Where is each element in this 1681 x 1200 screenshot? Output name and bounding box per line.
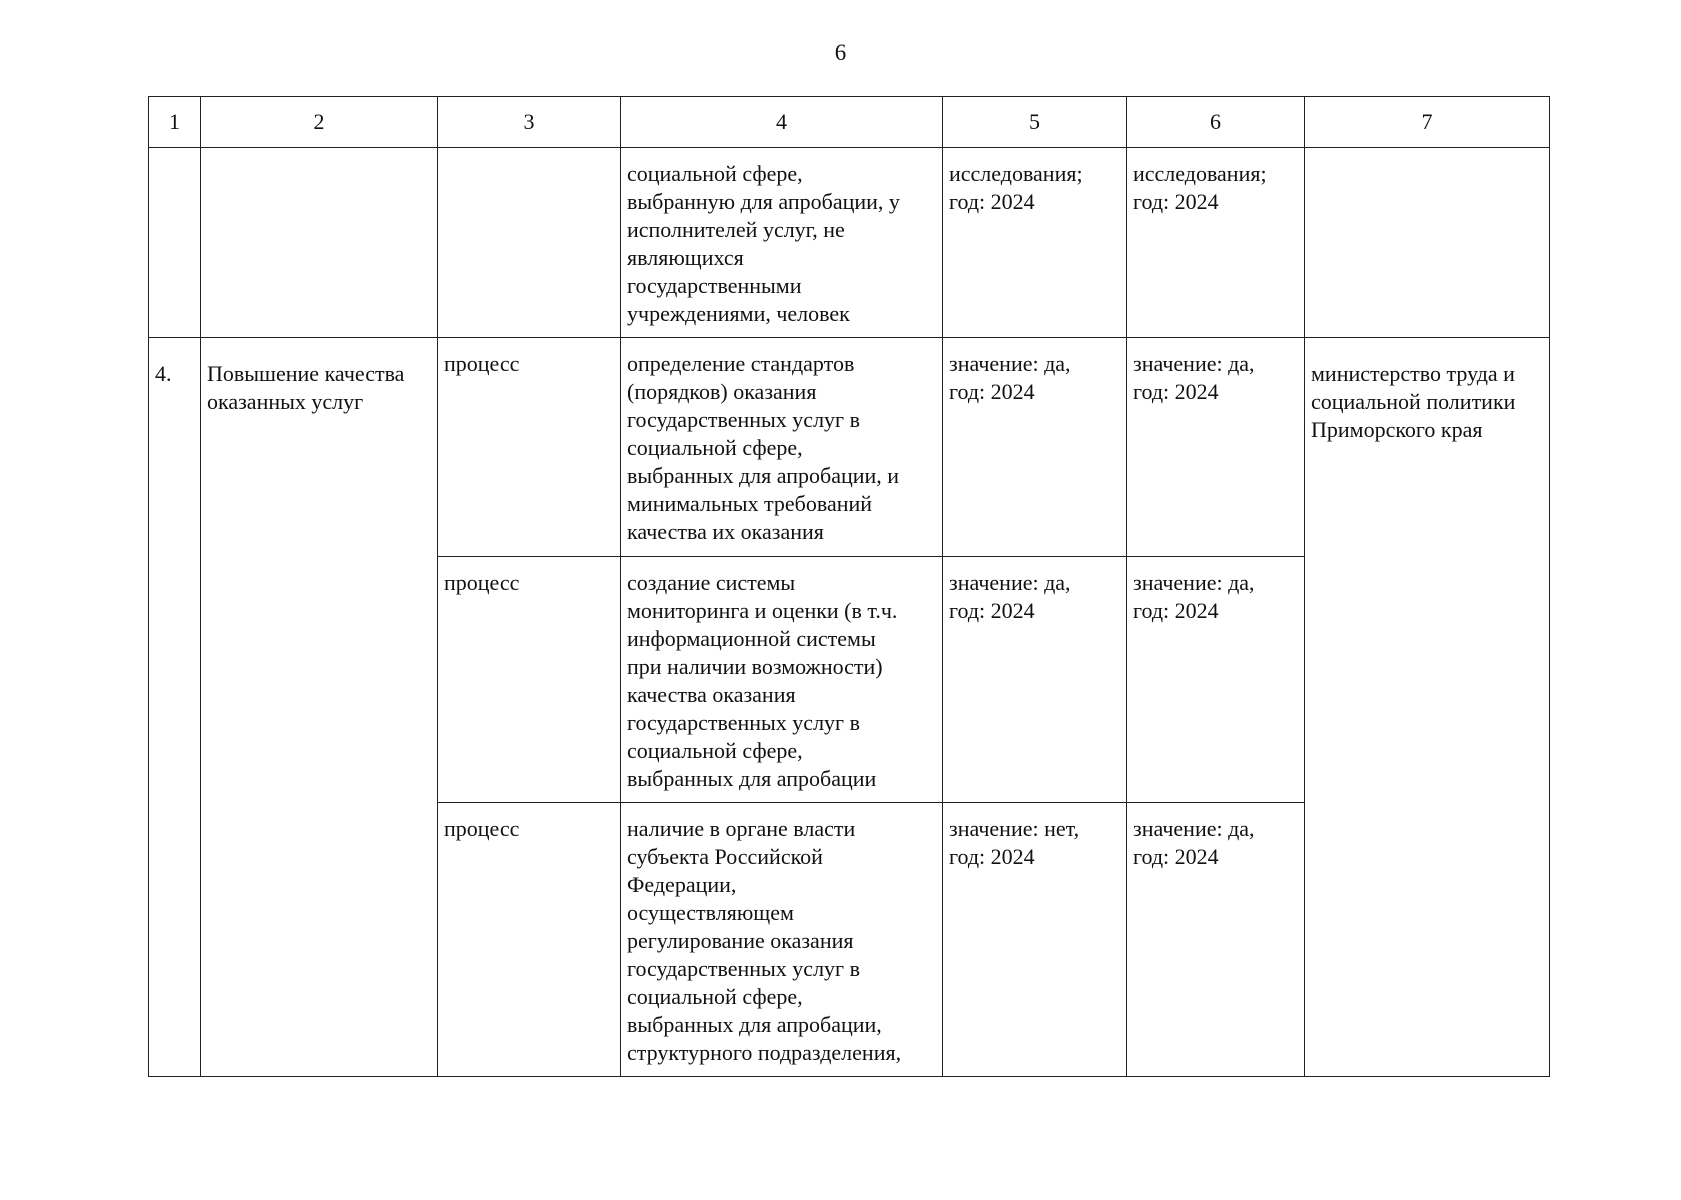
- header-col-5: 5: [943, 97, 1127, 148]
- section-title: Повышение качества оказанных услуг: [201, 338, 438, 1077]
- base-value-cell: исследования; год: 2024: [943, 148, 1127, 338]
- table-row: [149, 338, 1550, 557]
- header-col-7: 7: [1305, 97, 1550, 148]
- indicator-cell: определение стандартов (порядков) оказания государственных услуг в социальной сфере, выбранных для апробации, и минимальных требований качества их оказания: [621, 338, 943, 557]
- header-col-4: 4: [621, 97, 943, 148]
- header-col-3: 3: [438, 97, 621, 148]
- target-value-cell: значение: да, год: 2024: [1127, 557, 1305, 803]
- table-cell: [438, 148, 621, 338]
- header-col-6: 6: [1127, 97, 1305, 148]
- type-cell: процесс: [438, 557, 621, 803]
- table-cell: [149, 148, 201, 338]
- indicator-cell: социальной сфере, выбранную для апробации, у исполнителей услуг, не являющихся государственными учреждениями, человек: [621, 148, 943, 338]
- section-number: 4.: [149, 338, 201, 1077]
- continuation-row: [149, 148, 1550, 338]
- base-value-cell: значение: да, год: 2024: [943, 338, 1127, 557]
- table-cell: [201, 148, 438, 338]
- header-row: [149, 97, 1550, 148]
- type-cell: процесс: [438, 338, 621, 557]
- responsible-cell: министерство труда и социальной политики Приморского края: [1305, 338, 1550, 1077]
- header-col-2: 2: [201, 97, 438, 148]
- base-value-cell: значение: нет, год: 2024: [943, 803, 1127, 1077]
- indicator-cell: наличие в органе власти субъекта Российской Федерации, осуществляющем регулирование оказания государственных услуг в социальной сфере, выбранных для апробации, структурного подразделения,: [621, 803, 943, 1077]
- header-col-1: 1: [149, 97, 201, 148]
- type-cell: процесс: [438, 803, 621, 1077]
- target-value-cell: значение: да, год: 2024: [1127, 338, 1305, 557]
- base-value-cell: значение: да, год: 2024: [943, 557, 1127, 803]
- page-number: 6: [834, 40, 847, 65]
- target-value-cell: значение: да, год: 2024: [1127, 803, 1305, 1077]
- table-cell: [1305, 148, 1550, 338]
- target-value-cell: исследования; год: 2024: [1127, 148, 1305, 338]
- indicators-table: [148, 96, 1550, 1077]
- indicator-cell: создание системы мониторинга и оценки (в т.ч. информационной системы при наличии возможности) качества оказания государственных услуг в социальной сфере, выбранных для апробации: [621, 557, 943, 803]
